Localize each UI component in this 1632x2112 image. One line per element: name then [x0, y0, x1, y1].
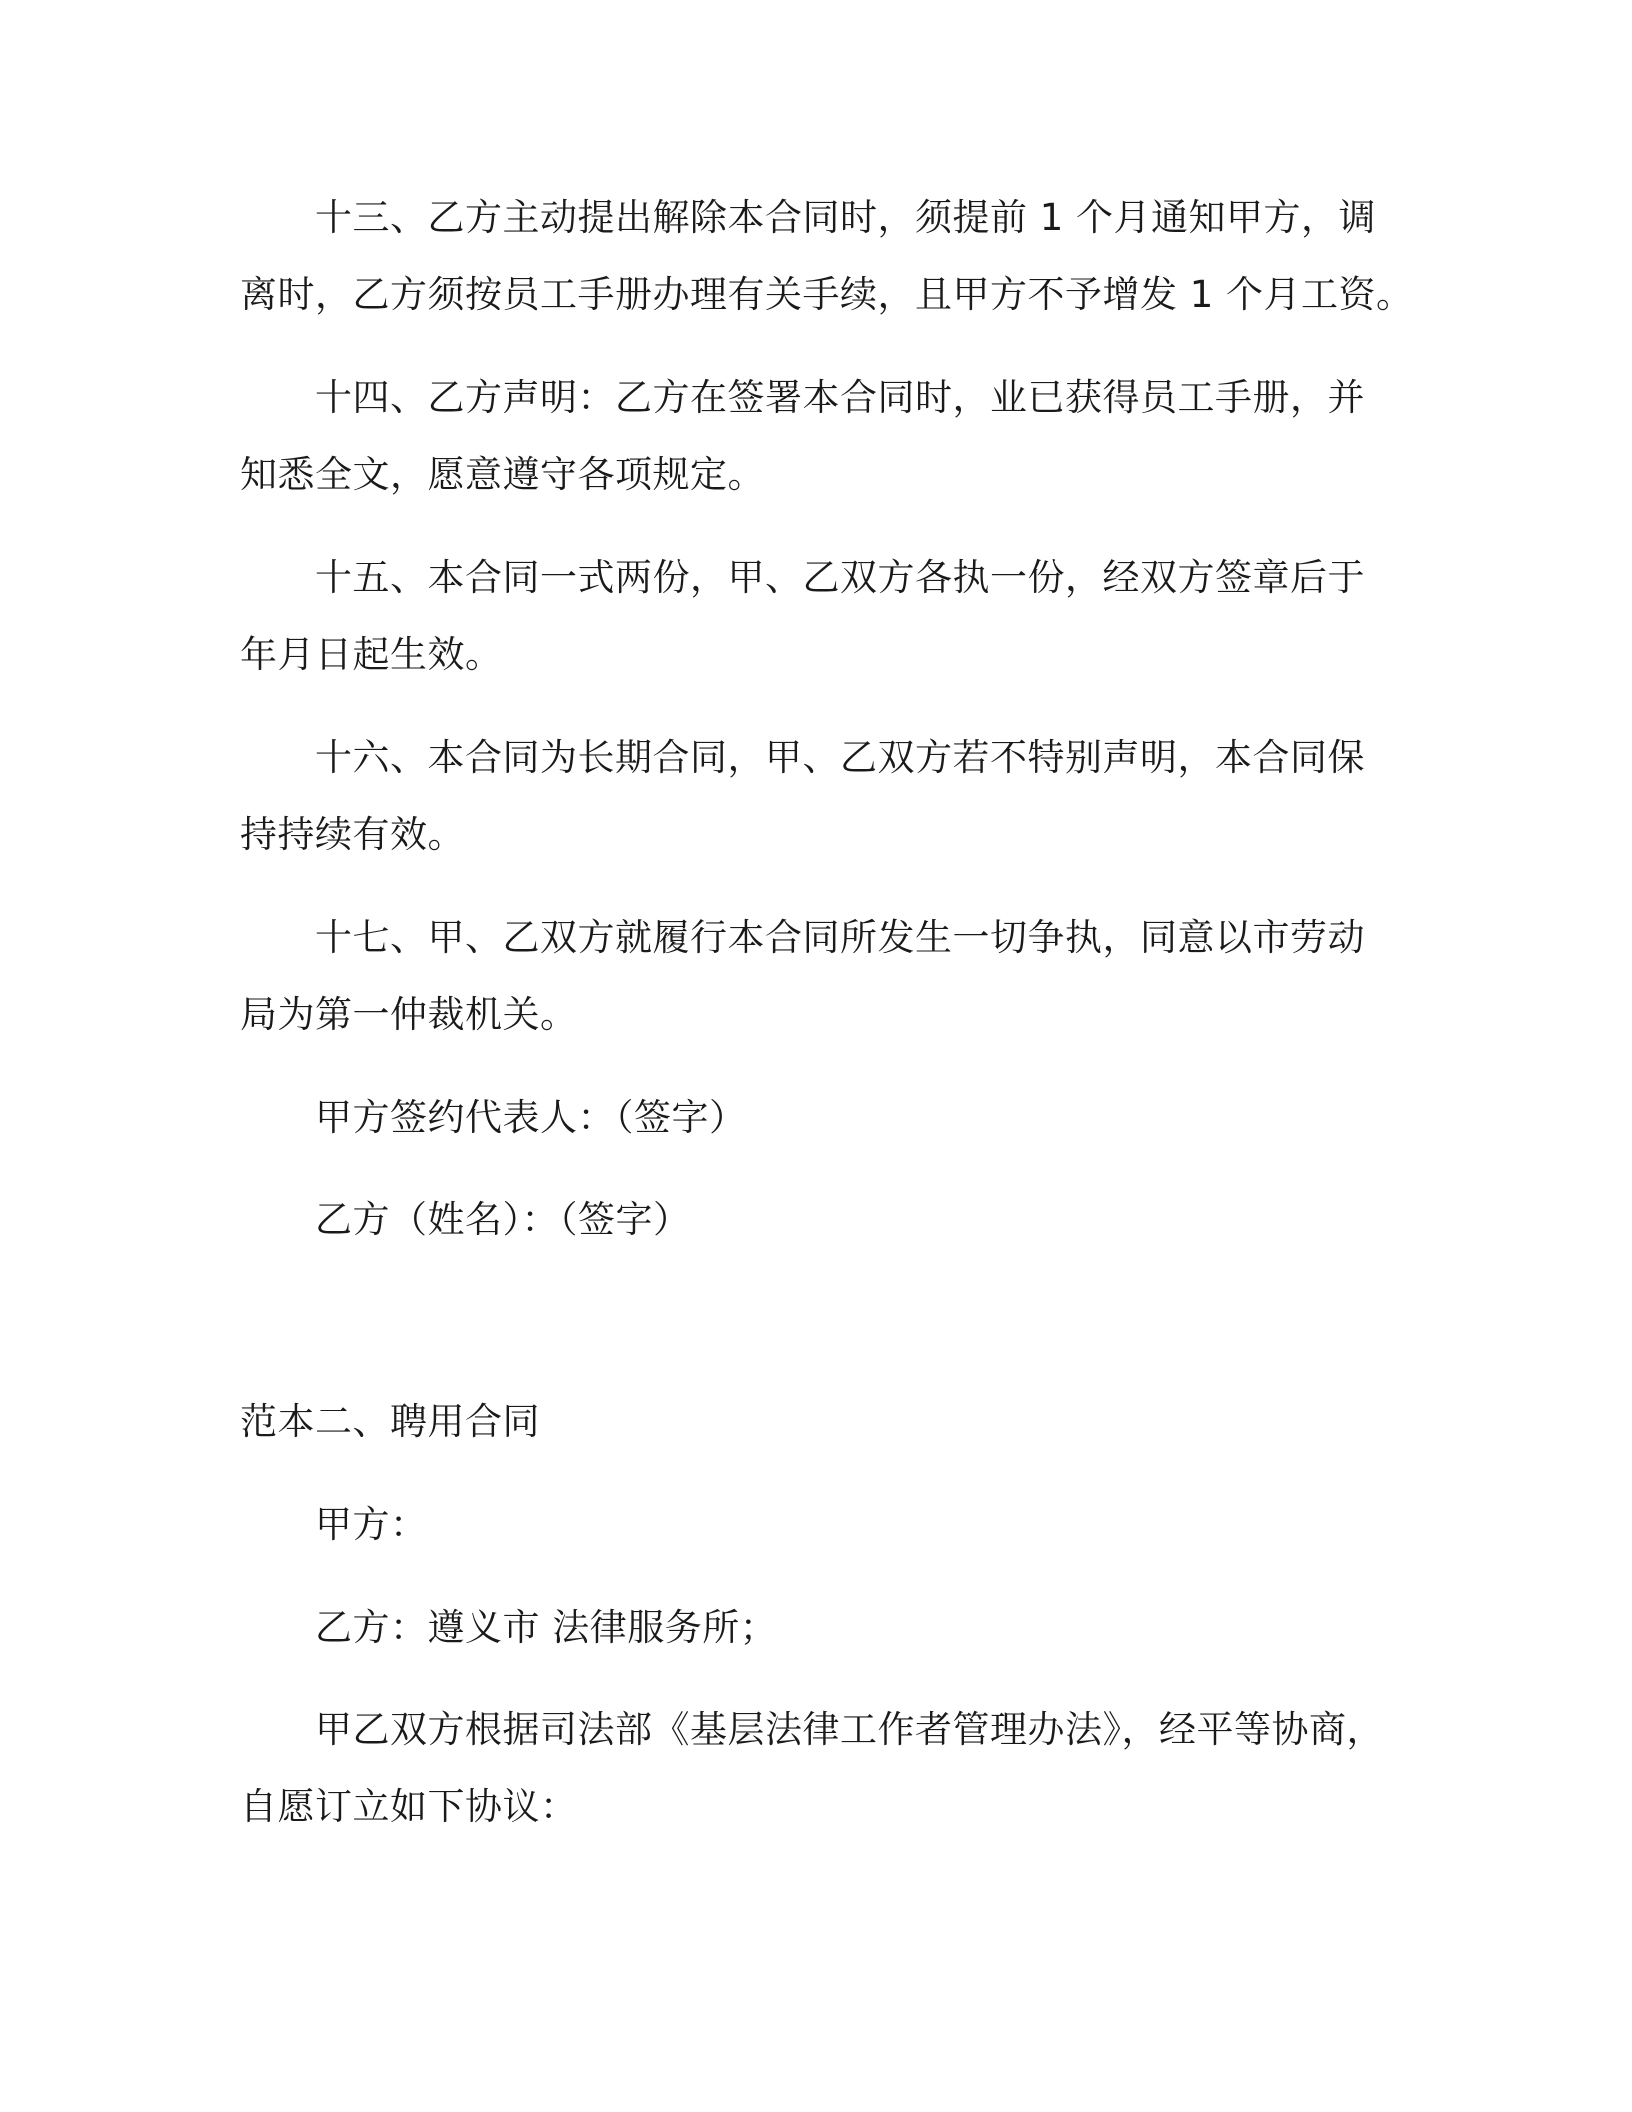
- section-two-party-b: 乙方：遵义市 法律服务所；: [315, 1606, 778, 1649]
- clause-15-line-2: 年月日起生效。: [240, 633, 503, 676]
- signature-party-a: 甲方签约代表人：（签字）: [315, 1096, 747, 1139]
- section-two-title: 范本二、聘用合同: [240, 1400, 540, 1443]
- signature-party-b: 乙方（姓名）：（签字）: [315, 1198, 691, 1241]
- clause-13-line-2: 离时，乙方须按员工手册办理有关手续，且甲方不予增发 1 个月工资。: [240, 273, 1414, 316]
- clause-16-line-2: 持持续有效。: [240, 813, 465, 856]
- clause-14-line-1: 十四、乙方声明：乙方在签署本合同时，业已获得员工手册，并: [315, 376, 1365, 419]
- clause-16-line-1: 十六、本合同为长期合同，甲、乙双方若不特别声明，本合同保: [315, 736, 1365, 779]
- clause-17-line-2: 局为第一仲裁机关。: [240, 993, 578, 1036]
- clause-14-line-2: 知悉全文，愿意遵守各项规定。: [240, 453, 765, 496]
- clause-17-line-1: 十七、甲、乙双方就履行本合同所发生一切争执，同意以市劳动: [315, 916, 1365, 959]
- section-two-intro-line-2: 自愿订立如下协议：: [240, 1785, 578, 1828]
- clause-15-line-1: 十五、本合同一式两份，甲、乙双方各执一份，经双方签章后于: [315, 556, 1365, 599]
- clause-13-line-1: 十三、乙方主动提出解除本合同时，须提前 1 个月通知甲方，调: [315, 196, 1377, 239]
- section-two-party-a: 甲方：: [315, 1503, 428, 1546]
- section-two-intro-line-1: 甲乙双方根据司法部《基层法律工作者管理办法》，经平等协商，: [315, 1708, 1384, 1751]
